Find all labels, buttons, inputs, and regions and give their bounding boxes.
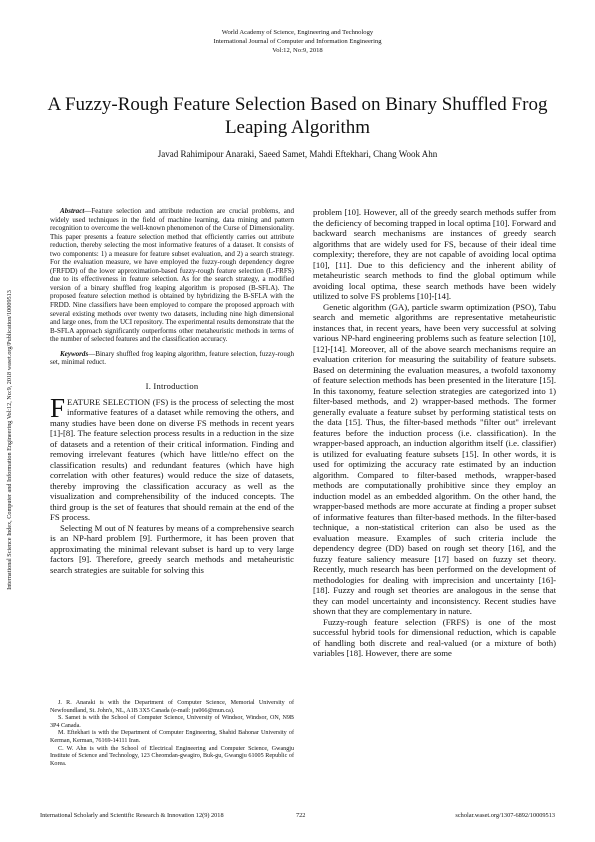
- paper-title: A Fuzzy-Rough Feature Selection Based on Binary Shuffled Frog Leaping Algorithm: [47, 94, 548, 138]
- header-line-1: World Academy of Science, Engineering and Technology: [221, 29, 374, 36]
- right-column: [313, 207, 556, 659]
- footnote: M. Eftekhari is with the Department of Computer Engineering, Shahid Bahonar University of Kerman, Kerman, 76169-14111 Iran.: [50, 730, 294, 744]
- paper-authors: Javad Rahimipour Anaraki, Saeed Samet, Mahdi Eftekhari, Chang Wook Ahn: [157, 149, 438, 159]
- page-number: 722: [296, 812, 306, 819]
- author-footnotes: [50, 700, 294, 768]
- abstract-text: —Feature selection and attribute reduction are crucial problems, and widely used techniques in the field of machine learning, data mining and pattern recognition to overcome the well-known phenomenon of the Curse of Dimensionality. This paper presents a feature selection method that efficiently carries out attribute reduction, thereby selecting the most informative features of a dataset. It consists of two components: 1) a measure for feature subset evaluation, and 2) a search strategy. For the evaluation measure, we have employed the fuzzy-rough dependency degree (FRFDD) of the lower approximation-based fuzzy-rough feature selection (L-FRFS) due to its effectiveness in feature selection. As for the search strategy, a modified version of a binary shuffled frog leaping algorithm is proposed (B-SFLA). The proposed feature selection method is obtained by hybridizing the B-SFLA with the FRDD. Nine classifiers have been employed to compare the proposed approach with several existing methods over twenty two datasets, including nine high dimensional and large ones, from the UCI repository. The experimental results demonstrate that the B-SFLA approach significantly outperforms other metaheuristic methods in terms of the number of selected features and the classification accuracy.: [50, 207, 294, 344]
- keywords-text: —Binary shuffled frog leaping algorithm, feature selection, fuzzy-rough set, minimal reduct.: [50, 349, 294, 367]
- abstract-label: Abstract: [60, 207, 85, 215]
- right-paragraph-1: problem [10]. However, all of the greedy search methods suffer from the deficiency of becoming trapped in local optima [10]. Forward and backward search mechanisms are instances of greedy search algorithms that are widely used for FS, because of their ideal time complexity; therefore, they are not capable of avoiding local optima [10], [11]. Due to this deficiency and the inherent ability of metaheuristic search methods to find the global optimum while avoiding local optima, these search methods have been widely utilized to solve FS problems [10]-[14].: [313, 207, 556, 301]
- right-paragraph-3: Fuzzy-rough feature selection (FRFS) is one of the most successful hybrid tools for dimensional reduction, which is capable of handling both discrete and real-valued (or a mixture of both) variables [18]. However, there are some: [313, 616, 556, 658]
- keywords: [50, 350, 294, 367]
- intro-paragraph-1-text: EATURE SELECTION (FS) is the process of selecting the most informative features of a dataset while removing the others, and many studies have been done on diverse FS methods in recent years [1]-[8]. The feature selection process results in a reduction in the size of datasets and a retention of their critical information. Finding and removing irrelevant features (which have little/no effect on the classification results) and redundant features (which have high correlation with other features) would reduce the size of datasets, thereby improving the classification accuracy as well as the visualization and comprehensibility of the induced concepts. The third group is the set of features that should remain at the end of the FS process.: [50, 396, 294, 523]
- abstract: [50, 207, 294, 344]
- header-line-2: International Journal of Computer and Information Engineering: [213, 38, 382, 45]
- footnote: J. R. Anaraki is with the Department of Computer Science, Memorial University of Newfoundland, St. John's, NL, A1B 3X5 Canada (e-mail: jra066@mun.ca).: [50, 700, 294, 714]
- drop-cap: F: [50, 392, 66, 423]
- footer-url: scholar.waset.org/1307-6892/10009513: [455, 812, 555, 819]
- header-line-3: Vol:12, No:9, 2018: [272, 47, 323, 54]
- journal-header: [0, 28, 595, 55]
- intro-paragraph-1: [50, 392, 294, 523]
- right-paragraph-2: Genetic algorithm (GA), particle swarm optimization (PSO), Tabu search and memetic algorithms are representative metaheuristic instances that, in recent years, have been very successful at solving various NP-hard engineering problems such as feature selection [10], [12]-[14]. Moreover, all of the above search mechanisms require an evaluation criterion for measuring the suitability of feature subsets. Based on determining the evaluation measures, a twofold taxonomy of feature selection methods has been presented in the literature [15]. In this taxonomy, feature selection strategies are categorized into 1) filter-based methods, and 2) wrapper-based methods. The former generally evaluate a feature subset by performing statistical tests on the data [15]. Thus, the filter-based methods "filter out" irrelevant features before the induction process (i.e. classification). In the wrapper-based approach, an induction algorithm itself (i.e. classifier) is utilized for evaluating feature subsets [15]. In other words, it is used for optimizing the accuracy rate estimated by an induction algorithm. Compared to filter-based methods, wrapper-based methods are computationally prohibitive since they employ an induction model as an embedded algorithm. On the other hand, the wrapper-based methods are more accurate at finding a proper subset of informative features than filter-based methods. In the filter-based technique, a non-statistical criterion can also be used as the evaluation measure. Examples of such criteria include the dependency degree (DD) based on rough set theory [16], and the fuzzy feature saliency measure [17] based on fuzzy set theory. Recently, much research has been performed on the development of methodologies for dealing with imprecision and uncertainty [16]-[18]. Fuzzy and rough set theories are analogous in the sense that they can model uncertainty and inconsistency. Recent studies have shown that they are complementary in nature.: [313, 301, 556, 616]
- keywords-label: Keywords: [60, 349, 89, 358]
- section-heading: I. Introduction: [145, 380, 199, 391]
- intro-paragraph-2: Selecting M out of N features by means of a comprehensive search is an NP-hard problem [9]. Furthermore, it has been proven that approximating the minimal relevant subset is hard up to very large factors [9]. Therefore, greedy search methods and metaheuristic search strategies are suitable for solving this: [50, 522, 294, 575]
- footer-publisher: International Scholarly and Scientific Research & Innovation 12(9) 2018: [40, 812, 224, 819]
- sidebar-index-text: International Science Index, Computer and Information Engineering Vol:12, No:9, 2018 waset.org/Publication/10009513: [6, 290, 13, 590]
- footnote: C. W. Ahn is with the School of Electrical Engineering and Computer Science, Gwangju Institute of Science and Technology, 123 Cheomdan-gwagiro, Buk-gu, Gwangju 61005 Republic of Korea.: [50, 745, 294, 767]
- left-column: [50, 207, 294, 575]
- footnote: S. Samet is with the School of Computer Science, University of Windsor, Windsor, ON, N9B 3P4 Canada.: [50, 715, 294, 729]
